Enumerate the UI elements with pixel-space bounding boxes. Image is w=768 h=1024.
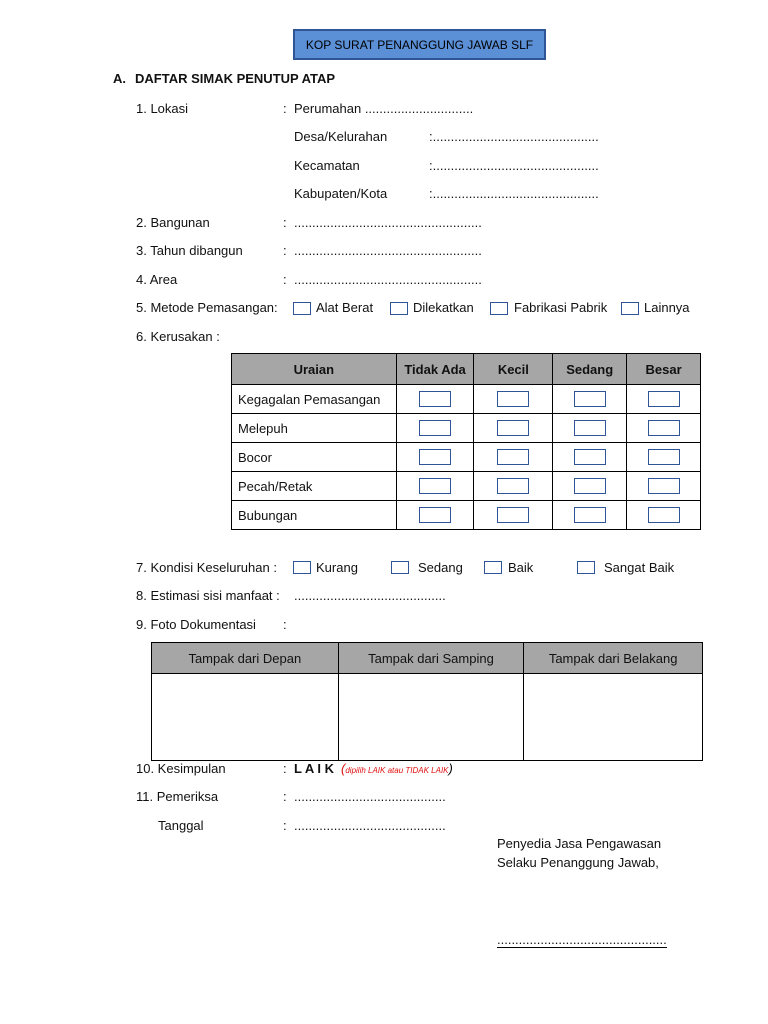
table-row <box>232 472 701 501</box>
tahun-colon: : <box>283 243 287 258</box>
table-row <box>232 443 701 472</box>
kerusakan-row-label: Bocor <box>232 443 397 472</box>
foto-header-depan: Tampak dari Depan <box>152 643 339 674</box>
kerusakan-row-label: Pecah/Retak <box>232 472 397 501</box>
kondisi-option-sedang: Sedang <box>418 560 463 575</box>
kerusakan-header-row <box>232 354 701 385</box>
kerusakan-label: 6. Kerusakan : <box>136 329 220 344</box>
section-letter: A. <box>113 71 126 86</box>
kerusakan-checkbox[interactable] <box>419 391 451 407</box>
kesimpulan-note-wrapper: (dipilih LAIK atau TIDAK LAIK) <box>341 761 453 776</box>
foto-body-row <box>152 674 703 761</box>
estimasi-field[interactable]: .......................................... <box>294 588 446 603</box>
kerusakan-checkbox[interactable] <box>648 391 680 407</box>
metode-option-fabrikasi: Fabrikasi Pabrik <box>514 300 608 315</box>
kerusakan-checkbox[interactable] <box>648 478 680 494</box>
tanggal-field[interactable]: .......................................... <box>294 818 446 833</box>
kerusakan-row-label: Kegagalan Pemasangan <box>232 385 397 414</box>
kerusakan-checkbox[interactable] <box>419 420 451 436</box>
lokasi-colon: : <box>283 101 287 116</box>
kerusakan-checkbox[interactable] <box>419 507 451 523</box>
tahun-label: 3. Tahun dibangun <box>136 243 243 258</box>
kop-title: KOP SURAT PENANGGUNG JAWAB SLF <box>305 37 534 52</box>
signature-field[interactable]: ............................................... <box>497 932 667 947</box>
kesimpulan-note: dipilih LAIK atau TIDAK LAIK <box>345 766 449 775</box>
metode-option-alat-berat: Alat Berat <box>316 300 374 315</box>
kondisi-checkbox-kurang[interactable] <box>293 561 311 574</box>
foto-colon: : <box>283 617 287 632</box>
kerusakan-header-sedang: Sedang <box>553 354 627 385</box>
kerusakan-checkbox[interactable] <box>574 507 606 523</box>
area-field[interactable]: .................................................... <box>294 272 482 287</box>
table-row <box>232 385 701 414</box>
tahun-field[interactable]: .................................................... <box>294 243 482 258</box>
pemeriksa-colon: : <box>283 789 287 804</box>
kerusakan-checkbox[interactable] <box>497 391 529 407</box>
pemeriksa-label: 11. Pemeriksa <box>136 789 219 804</box>
kabupaten-label: Kabupaten/Kota <box>294 186 388 201</box>
metode-option-lainnya: Lainnya <box>644 300 690 315</box>
metode-checkbox-dilekatkan[interactable] <box>390 302 408 315</box>
kecamatan-field[interactable]: :.............................................. <box>429 158 599 173</box>
kondisi-option-baik: Baik <box>508 560 534 575</box>
metode-label: 5. Metode Pemasangan: <box>136 300 278 315</box>
signature-line2: Selaku Penanggung Jawab, <box>497 855 659 870</box>
estimasi-label: 8. Estimasi sisi manfaat : <box>136 588 280 603</box>
section-title: DAFTAR SIMAK PENUTUP ATAP <box>135 71 336 86</box>
kerusakan-row-label: Bubungan <box>232 501 397 530</box>
kondisi-option-sangat-baik: Sangat Baik <box>604 560 675 575</box>
bangunan-colon: : <box>283 215 287 230</box>
area-colon: : <box>283 272 287 287</box>
kerusakan-checkbox[interactable] <box>648 449 680 465</box>
signature-line1: Penyedia Jasa Pengawasan <box>497 836 662 851</box>
kerusakan-checkbox[interactable] <box>497 507 529 523</box>
foto-table <box>151 642 703 761</box>
foto-cell-depan[interactable] <box>152 674 339 761</box>
table-row <box>232 414 701 443</box>
kondisi-option-kurang: Kurang <box>316 560 358 575</box>
kerusakan-header-tidak-ada: Tidak Ada <box>396 354 474 385</box>
bangunan-label: 2. Bangunan <box>136 215 210 230</box>
kerusakan-checkbox[interactable] <box>419 478 451 494</box>
kerusakan-table <box>231 353 701 530</box>
foto-label: 9. Foto Dokumentasi <box>136 617 256 632</box>
kondisi-checkbox-baik[interactable] <box>484 561 502 574</box>
tanggal-label: Tanggal <box>158 818 204 833</box>
metode-checkbox-lainnya[interactable] <box>621 302 639 315</box>
tanggal-colon: : <box>283 818 287 833</box>
area-label: 4. Area <box>136 272 178 287</box>
lokasi-label: 1. Lokasi <box>136 101 189 116</box>
kerusakan-header-kecil: Kecil <box>474 354 553 385</box>
bangunan-field[interactable]: .................................................... <box>294 215 482 230</box>
kerusakan-checkbox[interactable] <box>574 478 606 494</box>
kecamatan-label: Kecamatan <box>294 158 360 173</box>
metode-checkbox-fabrikasi[interactable] <box>490 302 508 315</box>
kerusakan-checkbox[interactable] <box>574 391 606 407</box>
foto-header-belakang: Tampak dari Belakang <box>524 643 703 674</box>
kerusakan-header-besar: Besar <box>627 354 701 385</box>
metode-checkbox-alat-berat[interactable] <box>293 302 311 315</box>
kop-header-box <box>293 29 546 60</box>
foto-header-row <box>152 643 703 674</box>
kerusakan-checkbox[interactable] <box>419 449 451 465</box>
kondisi-checkbox-sedang[interactable] <box>391 561 409 574</box>
pemeriksa-field[interactable]: .......................................... <box>294 789 446 804</box>
foto-header-samping: Tampak dari Samping <box>338 643 524 674</box>
lokasi-perumahan[interactable]: Perumahan .............................. <box>294 101 474 116</box>
kesimpulan-colon: : <box>283 761 287 776</box>
kesimpulan-label: 10. Kesimpulan <box>136 761 226 776</box>
desa-label: Desa/Kelurahan <box>294 129 388 144</box>
kesimpulan-value: L A I K <box>294 761 334 776</box>
table-row <box>232 501 701 530</box>
kerusakan-checkbox[interactable] <box>648 507 680 523</box>
kerusakan-checkbox[interactable] <box>574 420 606 436</box>
kerusakan-row-label: Melepuh <box>232 414 397 443</box>
foto-cell-samping[interactable] <box>338 674 524 761</box>
kerusakan-checkbox[interactable] <box>497 449 529 465</box>
kerusakan-header-uraian: Uraian <box>232 354 397 385</box>
metode-option-dilekatkan: Dilekatkan <box>413 300 474 315</box>
desa-field[interactable]: :.............................................. <box>429 129 599 144</box>
kondisi-label: 7. Kondisi Keseluruhan : <box>136 560 277 575</box>
kerusakan-checkbox[interactable] <box>497 478 529 494</box>
kondisi-checkbox-sangat-baik[interactable] <box>577 561 595 574</box>
kerusakan-checkbox[interactable] <box>648 420 680 436</box>
kerusakan-checkbox[interactable] <box>497 420 529 436</box>
kerusakan-checkbox[interactable] <box>574 449 606 465</box>
kabupaten-field[interactable]: :.............................................. <box>429 186 599 201</box>
foto-cell-belakang[interactable] <box>524 674 703 761</box>
